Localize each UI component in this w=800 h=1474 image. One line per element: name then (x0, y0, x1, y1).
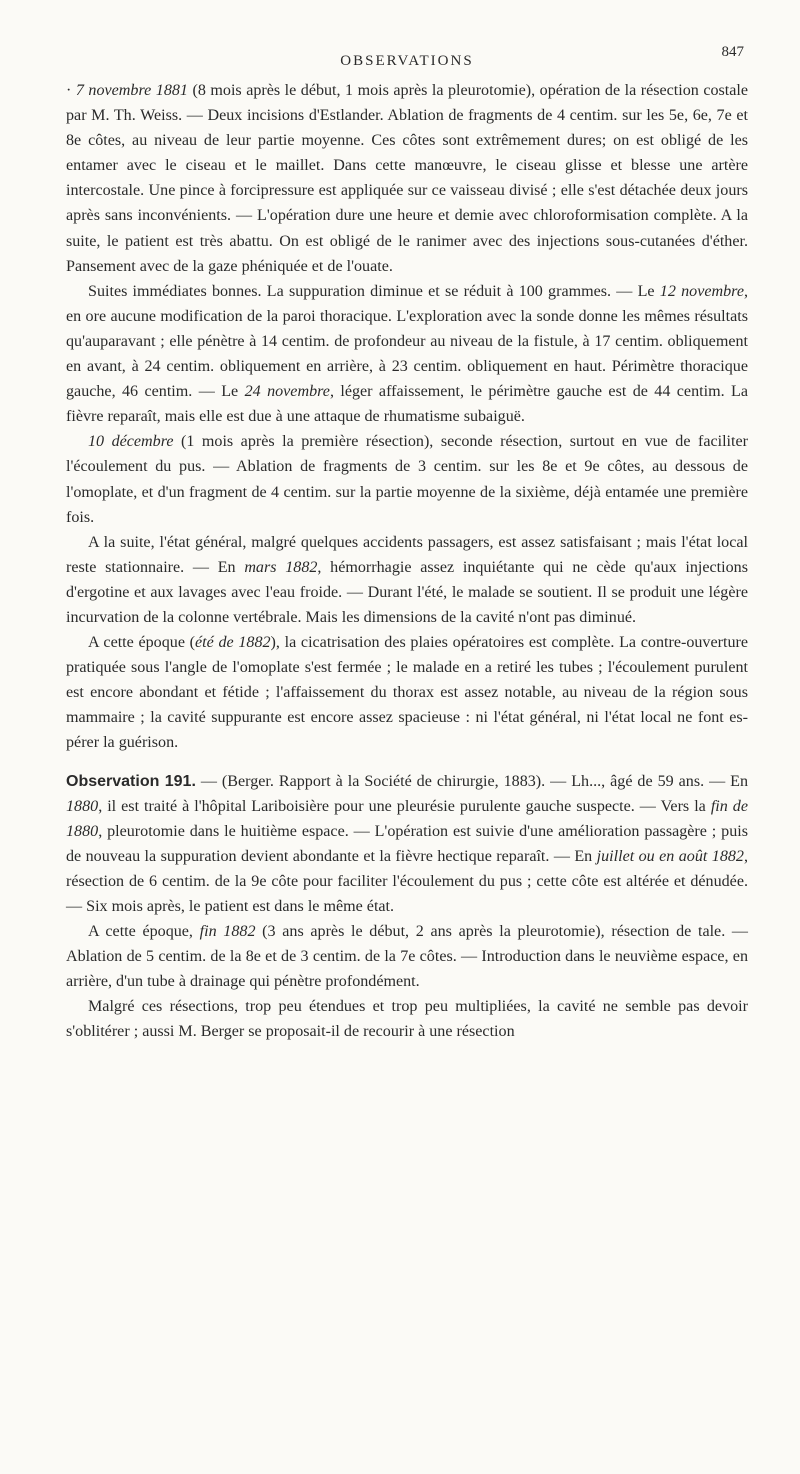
text-run: , il est traité à l'hôpital Lariboisière pour une pleurésie purulente gauche suspecte. — Vers la (98, 797, 711, 815)
paragraph-observation-191 (66, 769, 748, 920)
text-run: ), la cicatrisation des plaies opératoires est complète. La contre-ouverture pratiquée sous l'angle de l'omoplate s'est fermée ; le malade en a retiré les tubes ; l'écoulement purulent est encore abondant et fétide ; l'affaissement du thorax est assez notable, au niveau de la région sous mammaire ; la cavité suppurante est encore assez spacieuse : ni l'état général, ni l'état local ne font espérer la guérison. (66, 634, 748, 752)
date-italic: 12 novembre (659, 282, 744, 300)
paragraph-suites (66, 279, 748, 430)
text-run: , pleurotomie dans le huitième espace. — L'opération est suivie d'une amélioration passagère ; puis de nouveau la suppuration devient abondante et la fièvre hectique reparaît. — En (66, 822, 748, 865)
paragraph-malgre (66, 994, 748, 1044)
page-number: 847 (721, 44, 744, 60)
date-italic: 7 novembre 1881 (75, 82, 188, 99)
text-run: A la suite, l'état général, malgré quelques accidents passagers, est assez satisfaisant ; mais l'état local reste stationnaire. — En (66, 533, 748, 576)
text-run: — (Berger. Rapport à la Société de chirurgie, 1883). — Lh..., âgé de 59 ans. — En (195, 772, 748, 790)
page-header (66, 44, 748, 78)
text-run: Malgré ces résections, trop peu étendues et trop peu multipliées, la cavité ne semble pas devoir s'oblitérer ; aussi M. Berger se proposait-il de recourir à une résection (66, 998, 748, 1041)
date-italic: 10 décembre (88, 433, 174, 451)
date-italic: 1880 (66, 797, 99, 815)
paragraph-fin-1882 (66, 919, 748, 994)
date-italic: mars 1882 (244, 558, 318, 576)
date-italic: juillet ou en août 1882 (596, 847, 744, 865)
text-run: , résection de 6 centim. de la 9e côte pour faciliter l'écoulement du pus ; cette côte est altérée et dénudée. — Six mois après, le patient est dans le même état. (66, 847, 748, 915)
text-run: (3 ans après le début, 2 ans après la pleurotomie), résection de tale. — Ablation de 5 centim. de la 8e et de 3 centim. de la 7e côtes. — Introduction dans le neuvième espace, en arrière, d'un tube à drainage qui pénètre profondément. (66, 923, 748, 991)
paragraph-ete-1882 (66, 630, 748, 755)
section-spacer (66, 756, 748, 769)
text-run: Suites immédiates bonnes. La suppuration diminue et se réduit à 100 grammes. — Le (88, 282, 660, 300)
text-run: , en ore aucune modification de la paroi thoracique. L'exploration avec la sonde donne les mêmes résultats qu'auparavant ; elle pénètre à 14 centim. de profondeur au niveau de la fistule, à 17 centim. obliquement en avant, à 24 centim. obliquement en arrière, à 23 centim. obliquement en haut. Périmètre thoracique gauche, 46 centim. — Le (66, 282, 748, 401)
date-italic: été de 1882 (195, 634, 271, 652)
date-italic: fin 1882 (199, 923, 256, 941)
paragraph-mars-1882 (66, 530, 748, 630)
running-head: OBSERVATIONS (340, 53, 474, 69)
text-run: · (66, 82, 76, 99)
paragraph-nov-1881 (66, 78, 748, 279)
paragraph-dec (66, 429, 748, 529)
date-italic: 24 novembre (244, 383, 330, 401)
observation-title: Observation 191. (66, 772, 196, 790)
text-run: A cette époque ( (88, 634, 196, 652)
text-run: , léger affaissement, le périmètre gauche est de 44 centim. La fièvre reparaît, mais elle est due à une attaque de rhumatisme subaiguë. (66, 383, 748, 426)
text-run: (1 mois après la première résection), seconde résection, surtout en vue de faciliter l'écoulement du pus. — Ablation de fragments de 3 centim. sur les 8e et 9e côtes, au dessous de l'omoplate, et d'un fragment de 4 centim. sur la partie moyenne de la sixième, déjà entamée une première fois. (66, 433, 748, 526)
text-run: (8 mois après le début, 1 mois après la pleurotomie), opération de la résection costale par M. Th. Weiss. — Deux incisions d'Estlander. Ablation de fragments de 4 centim. sur les 5e, 6e, 7e et 8e côtes, au niveau de leur partie moyenne. Ces côtes sont extrêmement dures; on est obligé de les entamer avec le ciseau et le maillet. Dans cette manœuvre, le ciseau glisse et blesse une artère intercostale. Une pince à forcipressure est appliquée sur ce vaisseau divisé ; elle s'est détachée deux jours après sans inconvénients. — L'opération dure une heure et demie avec chloroformisation complète. A la suite, le patient est très abattu. On est obligé de le ranimer avec des injections sous-cutanées d'éther. Pansement avec de la gaze phéniquée et de l'ouate. (66, 82, 749, 275)
body-text (66, 78, 748, 1045)
text-run: , hémorrhagie assez inquiétante qui ne cède qu'aux injections d'ergotine et aux lavages avec l'eau froide. — Durant l'été, le malade se soutient. Il se produit une légère incurvation de la colonne vertébrale. Mais les dimensions de la cavité n'ont pas diminué. (66, 558, 748, 626)
date-italic: fin de 1880 (66, 797, 748, 840)
text-run: A cette époque, (88, 923, 200, 941)
